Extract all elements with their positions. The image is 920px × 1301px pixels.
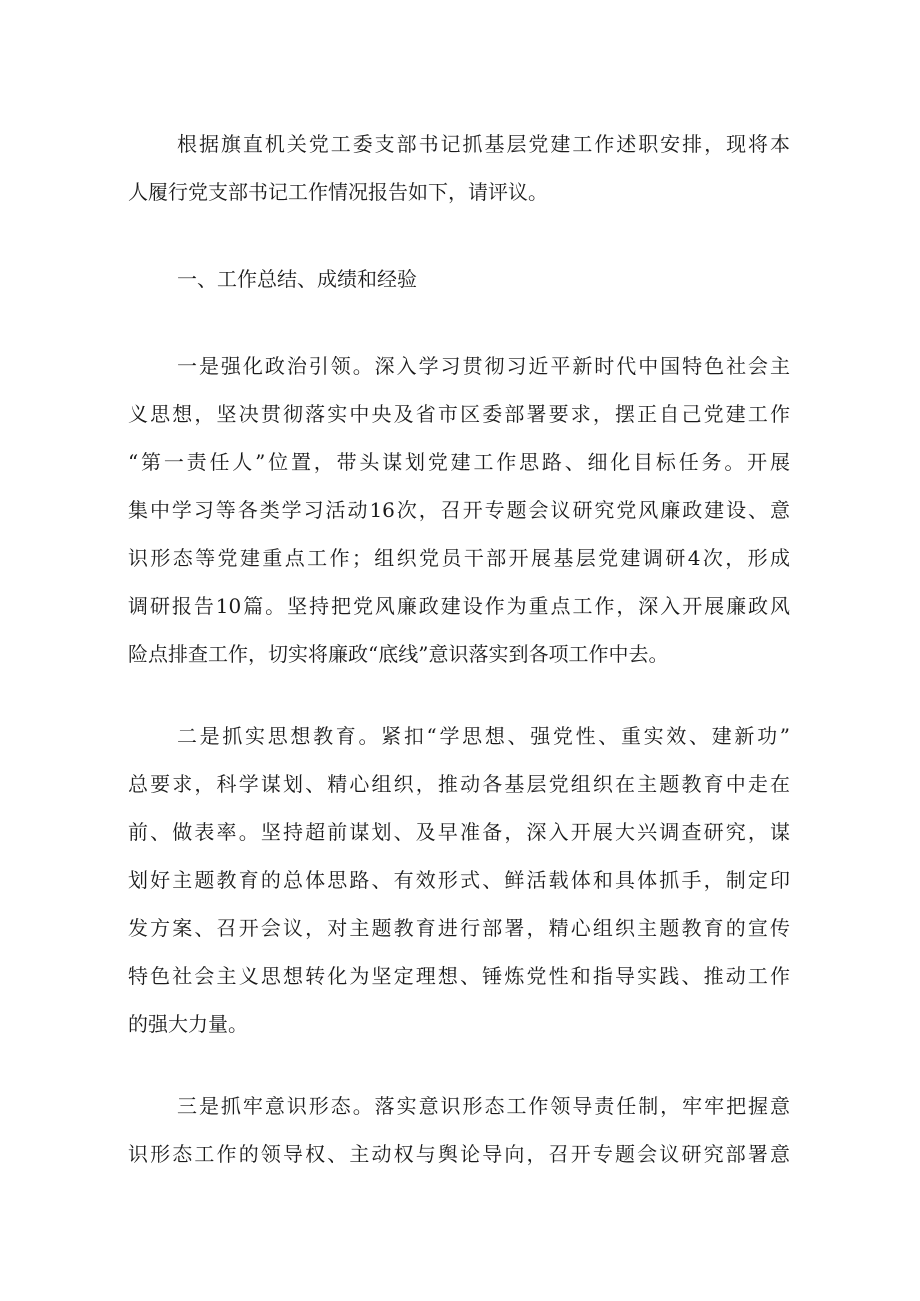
intro-line-1: 根据旗直机关党工委支部书记抓基层党建工作述职安排，现将本 [177, 132, 790, 156]
p3-line-2: 识形态工作的领导权、主动权与舆论导向，召开专题会议研究部署意 [128, 1142, 790, 1166]
p1-line-4: 集中学习等各类学习活动16次，召开专题会议研究党风廉政建设、意 [128, 498, 790, 522]
p3-line-1: 三是抓牢意识形态。落实意识形态工作领导责任制，牢牢把握意 [177, 1094, 790, 1118]
p2-line-4: 划好主题教育的总体思路、有效形式、鲜活载体和具体抓手，制定印 [128, 868, 790, 892]
p1-line-7: 险点排查工作，切实将廉政“底线”意识落实到各项工作中去。 [128, 642, 669, 666]
p1-line-6: 调研报告10篇。坚持把党风廉政建设作为重点工作，深入开展廉政风 [128, 594, 790, 618]
p2-line-1: 二是抓实思想教育。紧扣“学思想、强党性、重实效、建新功” [177, 724, 790, 748]
p2-line-5: 发方案、召开会议，对主题教育进行部署，精心组织主题教育的宣传 [128, 916, 790, 940]
p1-line-5: 识形态等党建重点工作；组织党员干部开展基层党建调研4次，形成 [128, 546, 790, 570]
p1-line-2: 义思想，坚决贯彻落实中央及省市区委部署要求，摆正自己党建工作 [128, 402, 790, 426]
p1-line-1: 一是强化政治引领。深入学习贯彻习近平新时代中国特色社会主 [177, 354, 790, 378]
intro-line-2: 人履行党支部书记工作情况报告如下，请评议。 [128, 180, 548, 204]
p2-line-2: 总要求，科学谋划、精心组织，推动各基层党组织在主题教育中走在 [128, 772, 790, 796]
p2-line-3: 前、做表率。坚持超前谋划、及早准备，深入开展大兴调查研究，谋 [128, 820, 790, 844]
p2-line-6: 特色社会主义思想转化为坚定理想、锤炼党性和指导实践、推动工作 [128, 964, 790, 988]
p1-line-3: “第一责任人”位置，带头谋划党建工作思路、细化目标任务。开展 [128, 450, 790, 474]
p2-line-7: 的强大力量。 [128, 1012, 248, 1036]
section-heading: 一、工作总结、成绩和经验 [177, 267, 417, 291]
